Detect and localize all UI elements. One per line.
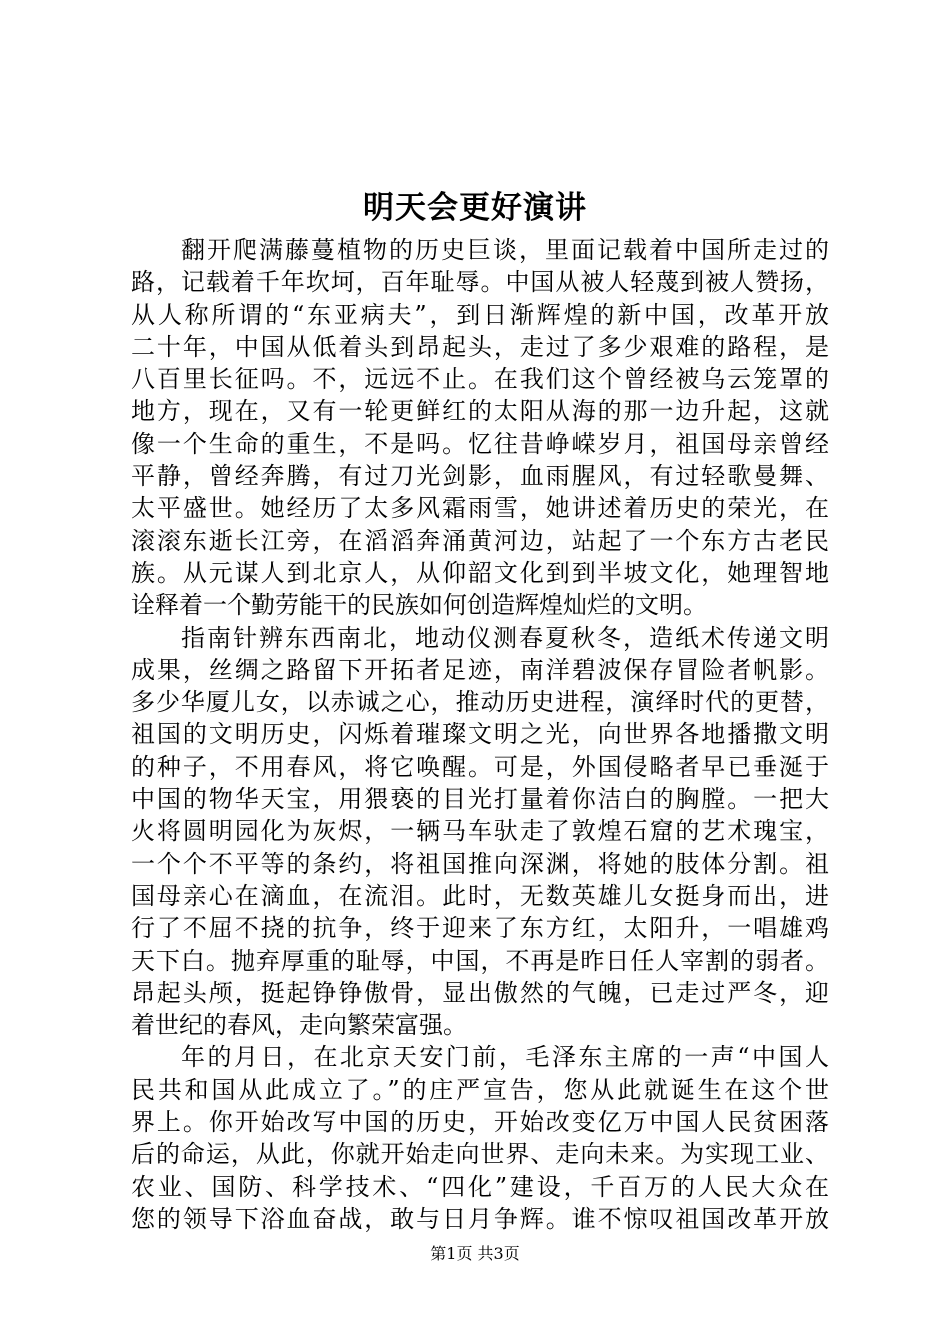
text-line: 年的月日，在北京天安门前，毛泽东主席的一声“中国人 [181, 1043, 829, 1072]
paragraph-2 [131, 622, 829, 1042]
text-line: 二十年，中国从低着头到昂起头，走过了多少艰难的路程，是 [131, 332, 829, 361]
text-line: 一个个不平等的条约，将祖国推向深渊，将她的肢体分割。祖 [131, 849, 829, 878]
text-line: 路，记载着千年坎坷，百年耻辱。中国从被人轻蔑到被人赞扬， [131, 268, 829, 297]
text-line: 国母亲心在滴血，在流泪。此时，无数英雄儿女挺身而出，进 [131, 881, 829, 910]
text-line: 昂起头颅，挺起铮铮傲骨，显出傲然的气魄，已走过严冬，迎 [131, 978, 829, 1007]
text-line: 着世纪的春风，走向繁荣富强。 [131, 1011, 467, 1040]
text-line: 的种子，不用春风，将它唤醒。可是，外国侵略者早已垂涎于 [131, 752, 829, 781]
text-line: 天下白。抛弃厚重的耻辱，中国，不再是昨日任人宰割的弱者。 [131, 946, 829, 975]
paragraph-3 [131, 1041, 829, 1235]
text-line: 多少华厦儿女，以赤诚之心，推动历史进程，演绎时代的更替， [131, 688, 829, 717]
text-line: 太平盛世。她经历了太多风霜雨雪，她讲述着历史的荣光，在 [131, 494, 829, 523]
document-body [131, 234, 829, 1235]
text-line: 行了不屈不挠的抗争，终于迎来了东方红，太阳升，一唱雄鸡 [131, 914, 829, 943]
text-line: 祖国的文明历史，闪烁着璀璨文明之光，向世界各地播撒文明 [131, 720, 829, 749]
text-line: 平静，曾经奔腾，有过刀光剑影，血雨腥风，有过轻歌曼舞、 [131, 462, 829, 491]
page-number-footer: 第1页 共3页 [430, 1244, 520, 1263]
text-line: 成果，丝绸之路留下开拓者足迹，南洋碧波保存冒险者帆影。 [131, 655, 829, 684]
text-line: 像一个生命的重生，不是吗。忆往昔峥嵘岁月，祖国母亲曾经 [131, 429, 829, 458]
paragraph-1 [131, 234, 829, 622]
text-line: 指南针辨东西南北，地动仪测春夏秋冬，造纸术传递文明 [181, 623, 829, 652]
text-line: 从人称所谓的“东亚病夫”，到日渐辉煌的新中国，改革开放 [131, 300, 829, 329]
text-line: 诠释着一个勤劳能干的民族如何创造辉煌灿烂的文明。 [131, 591, 707, 620]
text-line: 火将圆明园化为灰烬，一辆马车驮走了敦煌石窟的艺术瑰宝， [131, 817, 829, 846]
text-line: 族。从元谋人到北京人，从仰韶文化到到半坡文化，她理智地 [131, 558, 829, 587]
text-line: 您的领导下浴血奋战，敢与日月争辉。谁不惊叹祖国改革开放 [131, 1204, 829, 1233]
text-line: 农业、国防、科学技术、“四化”建设，千百万的人民大众在 [131, 1172, 829, 1201]
text-line: 翻开爬满藤蔓植物的历史巨谈，里面记载着中国所走过的 [181, 236, 829, 264]
text-line: 中国的物华天宝，用猥亵的目光打量着你洁白的胸膛。一把大 [131, 785, 829, 814]
document-title: 明天会更好演讲 [363, 190, 587, 226]
text-line: 地方，现在，又有一轮更鲜红的太阳从海的那一边升起，这就 [131, 397, 829, 426]
text-line: 八百里长征吗。不，远远不止。在我们这个曾经被乌云笼罩的 [131, 365, 829, 394]
text-line: 滚滚东逝长江旁，在滔滔奔涌黄河边，站起了一个东方古老民 [131, 526, 829, 555]
text-line: 民共和国从此成立了。”的庄严宣告，您从此就诞生在这个世 [131, 1075, 829, 1104]
text-line: 界上。你开始改写中国的历史，开始改变亿万中国人民贫困落 [131, 1108, 829, 1137]
text-line: 后的命运，从此，你就开始走向世界、走向未来。为实现工业、 [131, 1140, 829, 1169]
